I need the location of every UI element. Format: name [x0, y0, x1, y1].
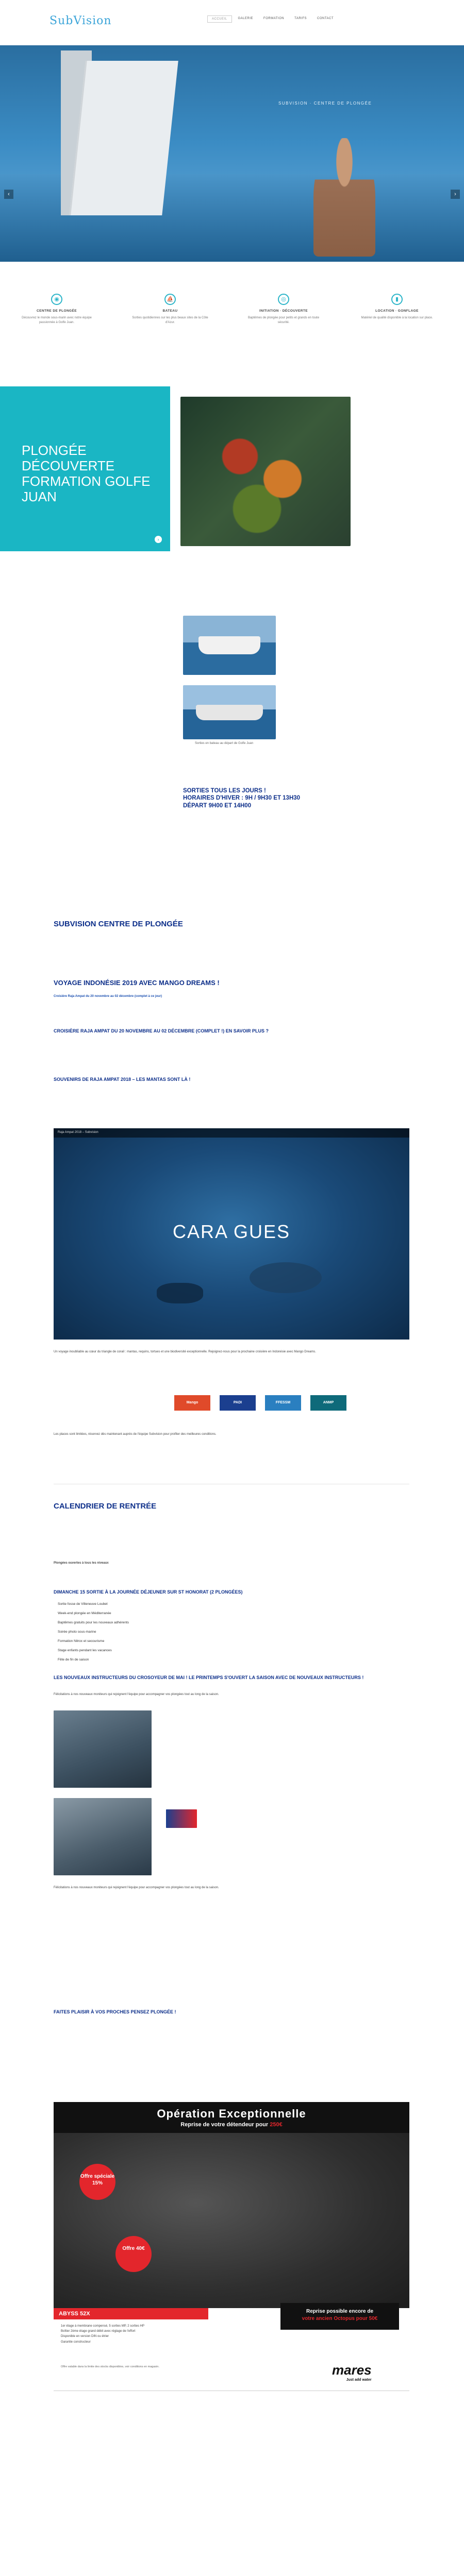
feature-title: LOCATION · GONFLAGE: [375, 309, 419, 313]
calendar-title: CALENDRIER DE RENTRÉE: [54, 1502, 157, 1511]
nav-item-galerie[interactable]: GALERIE: [238, 17, 254, 20]
nav-item-accueil[interactable]: ACCUEIL: [207, 15, 232, 23]
partner-logos: [174, 1395, 346, 1411]
gift-reminder: FAITES PLAISIR À VOS PROCHES PENSEZ PLONGÉE !: [54, 2009, 176, 2014]
calendar-item: Stage enfants pendant les vacances: [58, 1649, 112, 1652]
center-title: SUBVISION CENTRE DE PLONGÉE: [54, 920, 183, 928]
promo-subtitle: [54, 2122, 409, 2128]
promo-badge: Offre spéciale 15%: [79, 2164, 115, 2200]
promo-subtitle-text: Reprise de votre détendeur pour: [180, 2122, 269, 2128]
main-nav: [207, 15, 338, 23]
calendar-item: Week-end plongée en Méditerranée: [58, 1612, 111, 1615]
feature-text: Matériel de qualité disponible à la location sur place.: [361, 316, 433, 319]
promo-badge: Offre 40€: [115, 2236, 152, 2272]
plongee-section: [0, 386, 464, 603]
promo-specs: [61, 2324, 267, 2345]
spec-line: 1er étage à membrane compensé, 5 sorties MP, 2 sorties HP: [61, 2325, 144, 2328]
mares-logo: [332, 2362, 372, 2382]
spec-line: Garantie constructeur: [61, 2340, 91, 2344]
brand-name: mares: [332, 2362, 372, 2378]
instructors-photo: [54, 1710, 152, 1788]
instructors-photo: [54, 1798, 152, 1875]
horaires-line: SORTIES TOUS LES JOURS !: [183, 788, 266, 794]
features-row: [0, 263, 464, 366]
partner-logo[interactable]: Mango: [174, 1395, 210, 1411]
video-title: CARA GUES: [172, 1221, 291, 1242]
feature-item: [129, 294, 211, 325]
calendar-item: Soirée photo sous-marine: [58, 1630, 96, 1634]
manta-shape: [250, 1262, 322, 1293]
boat-image: [183, 685, 276, 739]
brand-tag: Just add water: [346, 2378, 372, 2382]
calendar-intro: Plongées ouvertes à tous les niveaux: [54, 1562, 109, 1565]
tank-icon: ▮: [391, 294, 403, 305]
feature-text: Sorties quotidiennes sur les plus beaux sites de la Côte d'Azur.: [132, 316, 208, 324]
hero-slider: [0, 45, 464, 262]
plongee-title: PLONGÉE DÉCOUVERTE FORMATION GOLFE JUAN: [22, 443, 151, 504]
instructors-text: Félicitations à nos nouveaux moniteurs qui rejoignent l'équipe pour accompagner vos plongées tout au long de la saison.: [54, 1693, 219, 1696]
diver-shape: [157, 1283, 203, 1303]
site-logo[interactable]: SubVision: [49, 14, 112, 27]
boat-icon: ⛵: [164, 294, 176, 305]
promo-model: ABYSS 52X: [54, 2308, 208, 2319]
feature-text: Découvrez le monde sous-marin avec notre équipe passionnée à Golfe Juan.: [22, 316, 92, 324]
video-player[interactable]: [54, 1128, 409, 1340]
hero-caption: SUBVISION · CENTRE DE PLONGÉE: [278, 101, 372, 106]
hero-sail: [69, 61, 178, 215]
feature-title: CENTRE DE PLONGÉE: [37, 309, 77, 313]
promo-price: 250€: [270, 2122, 283, 2128]
spec-line: Disponible en version DIN ou étrier: [61, 2335, 109, 2338]
feature-title: INITIATION · DÉCOUVERTE: [259, 309, 308, 313]
promo-title: Opération Exceptionnelle: [157, 2107, 306, 2120]
feature-item: [15, 294, 98, 325]
feature-title: BATEAU: [162, 309, 178, 313]
calendar-item: Formation Nitrox et secourisme: [58, 1639, 105, 1643]
partner-logo[interactable]: PADI: [220, 1395, 256, 1411]
article-paragraph: Les places sont limitées, réservez dès maintenant auprès de l'équipe Subvision pour profiter des meilleures conditions.: [54, 1433, 217, 1436]
calendar-item: Baptêmes gratuits pour les nouveaux adhérents: [58, 1621, 129, 1624]
nav-item-formation[interactable]: FORMATION: [263, 17, 285, 20]
calendar-item: Sortie fosse de Villeneuve Loubet: [58, 1602, 108, 1606]
partner-logo[interactable]: ANMP: [310, 1395, 346, 1411]
calendar-highlight: DIMANCHE 15 SORTIE À LA JOURNÉE DÉJEUNER SUR ST HONORAT (2 PLONGÉES): [54, 1589, 243, 1595]
voyage-title: VOYAGE INDONÉSIE 2019 AVEC MANGO DREAMS !: [54, 979, 220, 987]
slider-next-button[interactable]: ›: [451, 190, 460, 199]
diver-icon: ◉: [51, 294, 62, 305]
boat-caption: Sorties en bateau au départ de Golfe Juan: [195, 742, 254, 745]
video-title-bar: Raja Ampat 2018 – Subvision: [54, 1128, 409, 1138]
spec-line: Boîtier 2ème étage grand débit avec réglage de l'effort: [61, 2330, 136, 2333]
nav-item-contact[interactable]: CONTACT: [317, 17, 334, 20]
coral-image: [180, 397, 351, 546]
voyage-subtitle: Croisière Raja Ampat du 20 novembre au 02 décembre (complet à ce jour): [54, 995, 162, 998]
horaires-line: HORAIRES D'HIVER : 9H / 9H30 ET 13H30: [183, 795, 301, 802]
arrow-right-icon[interactable]: ›: [155, 536, 162, 543]
feature-item: [242, 294, 325, 325]
partner-logo[interactable]: FFESSM: [265, 1395, 301, 1411]
boat-image: [183, 616, 276, 675]
promo-note: [280, 2303, 399, 2330]
horaires-line: DÉPART 9H00 ET 14H00: [183, 802, 252, 809]
feature-text: Baptêmes de plongée pour petits et grands en toute sécurité.: [247, 316, 320, 324]
instructors-title: LES NOUVEAUX INSTRUCTEURS DU CROSOYEUR DE MAI ! LE PRINTEMPS S'OUVERT LA SAISON AVEC DE NOUVEAUX INSTRUCTEURS !: [54, 1675, 364, 1680]
nav-item-tarifs[interactable]: TARIFS: [294, 17, 307, 20]
padi-logo: [166, 1809, 197, 1828]
promo-note-line: Reprise possible encore de: [306, 2309, 374, 2314]
croisiere-link[interactable]: CROISIÈRE RAJA AMPAT DU 20 NOVEMBRE AU 02 DÉCEMBRE (COMPLET !) EN SAVOIR PLUS ?: [54, 1028, 269, 1033]
instructors-text: Félicitations à nos nouveaux moniteurs qui rejoignent l'équipe pour accompagner vos plongées tout au long de la saison.: [54, 1886, 219, 1889]
promo-note-line: votre ancien Octopus pour 50€: [302, 2316, 378, 2321]
plongee-panel: [0, 386, 170, 551]
promo-banner: [54, 2102, 409, 2133]
promo-small-print: Offre valable dans la limite des stocks disponibles, voir conditions en magasin.: [61, 2365, 159, 2368]
promo-flyer: [54, 2102, 409, 2432]
article-paragraph: Un voyage inoubliable au cœur du triangle de corail : mantas, requins, tortues et une biodiversité exceptionnelle. Rejoignez-nous pour la prochaine croisière en Indonésie avec Mango Dreams.: [54, 1350, 316, 1353]
site-header: [0, 0, 464, 45]
souvenirs-title: SOUVENIRS DE RAJA AMPAT 2018 – LES MANTAS SONT LÀ !: [54, 1077, 191, 1082]
slider-prev-button[interactable]: ‹: [4, 190, 13, 199]
feature-item: [356, 294, 438, 320]
calendar-item: Fête de fin de saison: [58, 1658, 89, 1662]
horaires-block: [183, 787, 389, 809]
mask-icon: ◎: [278, 294, 289, 305]
hero-diver-image: [313, 138, 375, 257]
